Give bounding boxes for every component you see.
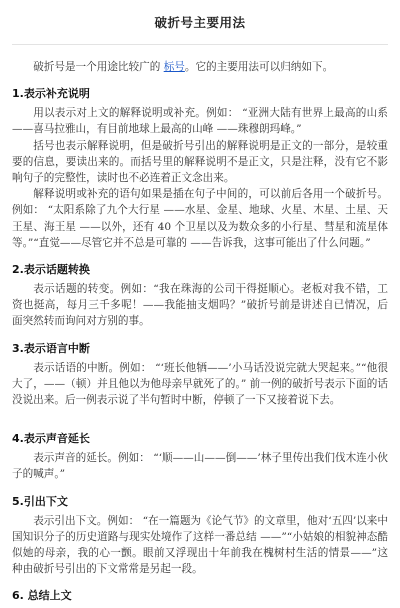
intro-text-before: 破折号是一个用途比较广的 [33,61,161,73]
section-heading-4: 4.表示声音延长 [12,432,90,446]
section-5-paragraph-1: 表示引出下文。例如： “在一篇题为《论气节》的文章里，他对‘五四’以来中国知识分子的历史道路与现实处境作了这样一番总结 ——”“小姑娘的相貌神态酷似她的母亲，我的心一颤。眼前又浮现出十年前我在槐树村生活的情景——”这种由破折号引出的下文常常是另起一段。 [12,514,388,576]
section-1-paragraph-1: 用以表示对上文的解释说明或补充。例如： “亚洲大陆有世界上最高的山系——喜马拉雅山，有目前地球上最高的山峰 ——珠穆朗玛峰。” [12,107,388,136]
section-spacer [12,408,388,420]
section-heading-5: 5.引出下文 [12,494,68,508]
section-heading-6: 6. 总结上文 [12,589,72,603]
page-title: 破折号主要用法 [154,15,246,30]
intro-text-after: 。它的主要用法可以归纳如下。 [184,61,334,73]
section-1-paragraph-2: 括号也表示解释说明，但是破折号引出的解释说明是正文的一部分，是较重要的信息，要读出来的。而括号里的解释说明不是正文，只是注释，没有它不影响句子的完整性，读时也不必连着正文念出来。 [12,139,388,185]
section-heading-3: 3.表示语言中断 [12,341,90,355]
biaohao-link[interactable]: 标号 [163,61,185,73]
intro-paragraph [12,59,388,75]
section-1-paragraph-3: 解释说明或补充的语句如果是插在句子中间的，可以前后各用一个破折号。例如： “太阳系除了九个大行星 ——水星、金星、地球、火星、木星、土星、天王星、海王星 ——以外，还有 40 个卫星以及为数众多的小行星、彗星和流星体等。”“直觉——尽管它并不总是可靠的 ——告诉我，这事可能出了什么问题。” [12,188,388,249]
section-heading-2: 2.表示话题转换 [12,263,90,277]
section-heading-1: 1.表示补充说明 [12,87,90,101]
section-3-paragraph-1: 表示话语的中断。例如： “‘班长他牺——’小马话没说完就大哭起来。”“他很大了，——（顿）并且他以为他母亲早就死了的。” 前一例的破折号表示下面的话没说出来。后一例表示说了半句暂时中断，停顿了一下又接着说下去。 [12,361,388,407]
title-bar [12,0,388,45]
section-4-paragraph-1: 表示声音的延长。例如： “‘顺——山——倒——’林子里传出我们伐木连小伙子的喊声。” [12,452,388,481]
section-2-paragraph-1: 表示话题的转变。例如：“我在珠海的公司干得挺顺心。老板对我不错，工资也挺高，每月三千多呢！——我能抽支烟吗？”破折号前是讲述自已情况，后面突然转而询问对方别的事。 [12,283,388,328]
